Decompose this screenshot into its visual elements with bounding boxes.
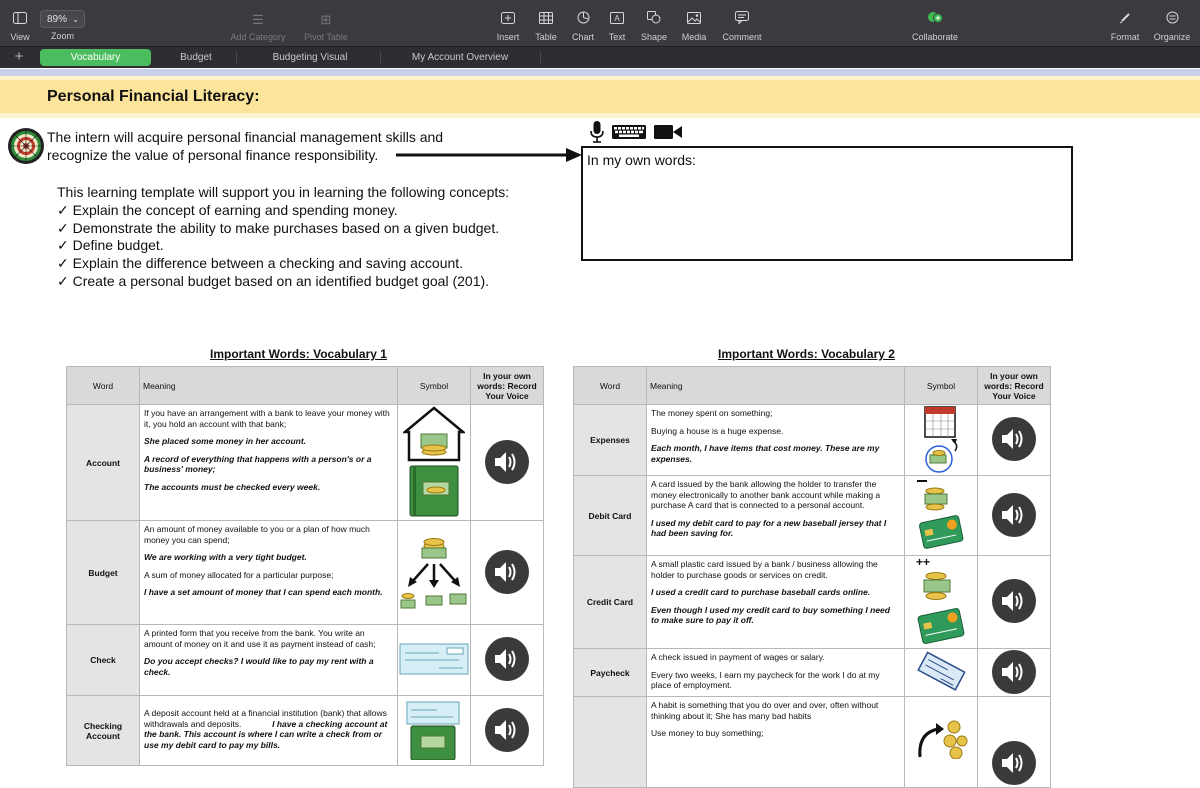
col-symbol-header: Symbol xyxy=(398,367,471,405)
record-voice-cell xyxy=(978,697,1051,788)
money-house-and-ledger-icon xyxy=(403,406,465,518)
vocab-meaning xyxy=(647,697,905,788)
chart-label: Chart xyxy=(571,32,594,42)
example-text: We are working with a very tight budget. xyxy=(144,552,307,562)
credit-card-icon xyxy=(914,556,968,646)
vocab-word: Account xyxy=(67,405,140,521)
table-button[interactable] xyxy=(532,0,560,46)
definition-text: Use money to buy something; xyxy=(651,728,764,738)
speaker-icon[interactable] xyxy=(485,708,529,752)
concept-item: ✓ Explain the difference between a checking and saving account. xyxy=(57,255,464,272)
paintbrush-icon xyxy=(1119,11,1132,29)
example-text: Do you accept checks? I would like to pay my rent with a check. xyxy=(144,656,374,677)
definition-text: The money spent on something; xyxy=(651,408,773,418)
vocab-symbol xyxy=(905,405,978,476)
example-text: I have a set amount of money that I can spend each month. xyxy=(144,587,383,597)
format-label: Format xyxy=(1110,32,1140,42)
organize-button[interactable] xyxy=(1150,0,1194,46)
shape-label: Shape xyxy=(640,32,668,42)
tab-separator xyxy=(236,52,237,64)
pivot-table-label: Pivot Table xyxy=(304,32,348,42)
table-row xyxy=(574,649,1051,697)
vocab-symbol xyxy=(398,696,471,766)
title-band-fade xyxy=(0,113,1200,118)
col-meaning-header: Meaning xyxy=(140,367,398,405)
microphone-icon[interactable] xyxy=(590,121,604,143)
concept-item: ✓ Define budget. xyxy=(57,237,164,254)
organize-icon xyxy=(1166,11,1179,29)
vocab1-heading: Important Words: Vocabulary 1 xyxy=(210,347,387,361)
col-voice-header: In your own words: Record Your Voice xyxy=(978,367,1051,405)
learning-objective xyxy=(47,128,443,164)
app-toolbar xyxy=(0,0,1200,46)
vocab-meaning xyxy=(140,625,398,696)
definition-text: A record of everything that happens with a person's or a business' money; xyxy=(144,453,372,474)
vocab-symbol xyxy=(905,697,978,788)
vocab-word xyxy=(574,697,647,788)
col-voice-header: In your own words: Record Your Voice xyxy=(471,367,544,405)
table-row xyxy=(574,476,1051,556)
format-button[interactable] xyxy=(1106,0,1144,46)
add-sheet-button[interactable]: + xyxy=(14,48,24,65)
tab-my-account-overview[interactable]: My Account Overview xyxy=(411,52,509,63)
comment-icon xyxy=(735,11,749,29)
checkbook-icon xyxy=(405,700,463,760)
table-row xyxy=(574,556,1051,649)
definition-text: A deposit account held at a financial institution (bank) that allows withdrawals and deposits. xyxy=(144,708,387,729)
vocab-word: Paycheck xyxy=(574,649,647,697)
media-button[interactable] xyxy=(678,0,710,46)
example-text: She placed some money in her account. xyxy=(144,436,307,446)
vocab-meaning xyxy=(140,405,398,521)
coins-cycle-icon xyxy=(914,719,968,759)
objective-line: The intern will acquire personal financial management skills and xyxy=(47,129,444,145)
speaker-icon[interactable] xyxy=(992,417,1036,461)
header-band-blue xyxy=(0,69,1200,76)
tab-vocabulary[interactable]: Vocabulary xyxy=(40,49,151,66)
shape-icon xyxy=(647,11,661,29)
vocab-word: Check xyxy=(67,625,140,696)
concepts-intro: This learning template will support you in learning the following concepts: xyxy=(57,184,510,200)
media-label: Media xyxy=(681,32,707,42)
sheet-tab-bar xyxy=(0,46,1200,68)
calendar-money-icon xyxy=(921,405,961,473)
col-word-header: Word xyxy=(574,367,647,405)
vocab-symbol xyxy=(905,476,978,556)
video-camera-icon[interactable] xyxy=(654,124,682,140)
objective-line: recognize the value of personal finance responsibility. xyxy=(47,147,379,163)
zoom-label: Zoom xyxy=(50,31,74,41)
vocab2-table xyxy=(573,366,1051,788)
vocab-meaning xyxy=(647,405,905,476)
insert-icon xyxy=(501,11,515,29)
chart-icon xyxy=(577,11,590,29)
insert-button[interactable] xyxy=(494,0,522,46)
tab-budgeting-visual[interactable]: Budgeting Visual xyxy=(272,52,348,63)
vocab-word xyxy=(67,696,140,766)
keyboard-icon[interactable] xyxy=(612,125,646,139)
organize-label: Organize xyxy=(1153,32,1191,42)
table-row xyxy=(67,521,544,625)
arrow-right-icon xyxy=(396,148,582,162)
definition-text: An amount of money available to you or a plan of how much money you can spend; xyxy=(144,524,370,545)
collaborate-label: Collaborate xyxy=(911,32,959,42)
record-voice-cell xyxy=(471,521,544,625)
shape-button[interactable] xyxy=(638,0,670,46)
vocab-word: Debit Card xyxy=(574,476,647,556)
example-text: Even though I used my credit card to buy something I need to make sure to pay it off. xyxy=(651,604,890,625)
vocab-symbol xyxy=(398,625,471,696)
vocab-meaning xyxy=(647,649,905,697)
money-split-icon xyxy=(398,532,470,612)
input-options xyxy=(590,121,682,143)
definition-text: A card issued by the bank allowing the holder to transfer the money electronically to another bank account while making a purchase A card that is connected to a personal account. xyxy=(651,479,881,510)
svg-text:++: ++ xyxy=(916,556,931,569)
definition-text: A sum of money allocated for a particular purpose; xyxy=(144,569,334,580)
definition-text: If you have an arrangement with a bank to leave your money with it, you hold an account with that bank; xyxy=(144,408,390,429)
check-icon xyxy=(399,643,469,675)
paycheck-icon xyxy=(916,651,966,693)
table-header-row xyxy=(574,367,1051,405)
concepts-list xyxy=(57,184,509,291)
record-voice-cell xyxy=(471,696,544,766)
vocab-meaning xyxy=(140,521,398,625)
image-icon xyxy=(687,11,701,29)
vocab1-table xyxy=(66,366,544,766)
speaker-icon[interactable] xyxy=(992,650,1036,694)
text-button[interactable] xyxy=(604,0,630,46)
vocab-word: Expenses xyxy=(574,405,647,476)
vocab-symbol xyxy=(398,521,471,625)
vocab-symbol xyxy=(905,556,978,649)
view-button[interactable] xyxy=(6,0,34,46)
tab-separator xyxy=(380,52,381,64)
record-voice-cell xyxy=(978,649,1051,697)
own-words-label: In my own words: xyxy=(587,152,696,168)
speaker-icon[interactable] xyxy=(485,637,529,681)
record-voice-cell xyxy=(471,405,544,521)
record-voice-cell xyxy=(978,405,1051,476)
example-text: I have a checking account at the bank. This account is where I can write a check from or use my debit card to pay my bills. xyxy=(144,718,388,750)
definition-text: A printed form that you receive from the bank. You write an amount of money on it and use it as payment instead of cash; xyxy=(144,628,376,649)
insert-label: Insert xyxy=(496,32,520,42)
definition-text: Buying a house is a huge expense. xyxy=(651,425,784,436)
word-line: Checking xyxy=(83,720,123,731)
record-voice-cell xyxy=(471,625,544,696)
speaker-icon[interactable] xyxy=(992,579,1036,623)
add-category-button[interactable] xyxy=(226,0,290,46)
vocab-meaning xyxy=(647,556,905,649)
definition-text: A check issued in payment of wages or salary. xyxy=(651,652,825,662)
table-icon xyxy=(539,11,553,29)
definition-text: A small plastic card issued by a bank / business allowing the holder to purchase goods or services on credit. xyxy=(651,559,878,580)
tab-separator xyxy=(540,52,541,64)
table-row xyxy=(67,696,544,766)
own-words-box[interactable] xyxy=(581,146,1073,261)
chart-button[interactable] xyxy=(568,0,598,46)
definition-text: Every two weeks, I earn my paycheck for the work I do at my place of employment. xyxy=(651,669,880,690)
collaborate-button[interactable] xyxy=(906,0,964,46)
comment-label: Comment xyxy=(722,32,762,42)
example-text: The accounts must be checked every week. xyxy=(144,481,321,492)
col-symbol-header: Symbol xyxy=(905,367,978,405)
col-meaning-header: Meaning xyxy=(647,367,905,405)
page-title: Personal Financial Literacy: xyxy=(47,88,260,105)
text-label: Text xyxy=(608,32,626,42)
svg-text:A: A xyxy=(614,14,620,23)
table-row xyxy=(574,697,1051,788)
pivot-table-icon: ⊞ xyxy=(320,12,332,27)
record-voice-cell xyxy=(978,556,1051,649)
list-icon: ☰ xyxy=(252,12,264,27)
sidebar-icon xyxy=(13,11,27,29)
vocab2-heading: Important Words: Vocabulary 2 xyxy=(718,347,895,361)
concept-item: ✓ Demonstrate the ability to make purchases based on a given budget. xyxy=(57,219,500,236)
word-line: Account xyxy=(86,730,120,741)
table-row xyxy=(574,405,1051,476)
concept-item: ✓ Create a personal budget based on an identified budget goal (201). xyxy=(57,272,490,289)
add-category-label: Add Category xyxy=(230,32,286,42)
speaker-icon[interactable] xyxy=(992,741,1036,785)
speaker-icon[interactable] xyxy=(485,550,529,594)
zoom-value: 89% xyxy=(47,13,68,25)
definition-text: A habit is something that you do over and over, often without thinking about it; She has many bad habits xyxy=(651,700,879,721)
table-row xyxy=(67,625,544,696)
example-text: I used a credit card to purchase baseball cards online. xyxy=(651,587,871,597)
col-word-header: Word xyxy=(67,367,140,405)
table-row xyxy=(67,405,544,521)
pivot-table-button[interactable] xyxy=(300,0,352,46)
speaker-icon[interactable] xyxy=(992,493,1036,537)
example-text: I used my debit card to pay for a new baseball jersey that I had been saving for. xyxy=(651,517,887,538)
tab-budget[interactable]: Budget xyxy=(180,52,212,63)
text-box-icon xyxy=(610,11,624,29)
example-text: Each month, I have items that cost money. These are my expenses. xyxy=(651,443,880,464)
view-label: View xyxy=(10,32,30,42)
table-header-row xyxy=(67,367,544,405)
vocab-meaning xyxy=(647,476,905,556)
vocab-meaning xyxy=(140,696,398,766)
table-label: Table xyxy=(535,32,557,42)
comment-button[interactable] xyxy=(718,0,766,46)
collaborate-icon xyxy=(927,11,943,29)
vocab-word: Budget xyxy=(67,521,140,625)
vocab-symbol xyxy=(398,405,471,521)
record-voice-cell xyxy=(978,476,1051,556)
vocab-symbol xyxy=(905,649,978,697)
zoom-select[interactable] xyxy=(40,10,85,28)
debit-card-icon xyxy=(915,477,967,553)
vocab-word: Credit Card xyxy=(574,556,647,649)
chevron-down-icon: ⌄ xyxy=(72,14,79,24)
concept-item: ✓ Explain the concept of earning and spending money. xyxy=(57,201,398,218)
speaker-icon[interactable] xyxy=(485,440,529,484)
dartboard-icon xyxy=(7,127,45,165)
